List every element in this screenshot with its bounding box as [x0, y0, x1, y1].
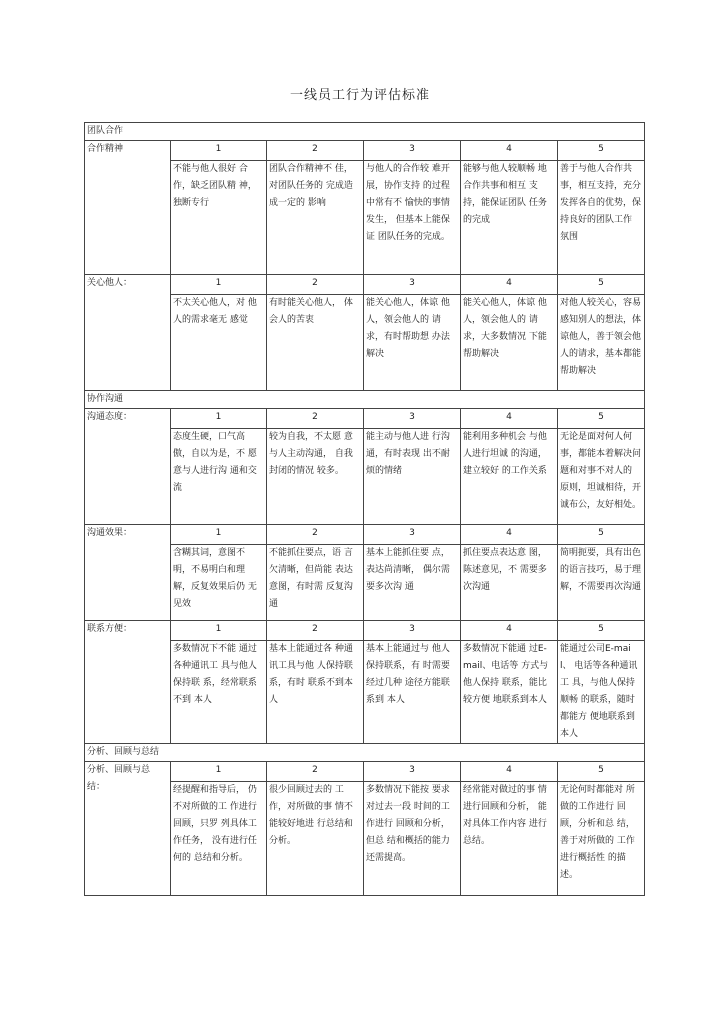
description-3: 多数情况下能按 要求对过去一段 时间的工作进行 回顾和分析，但总 结和概括的能力 还需提高。 [364, 782, 461, 896]
score-row [85, 762, 645, 782]
criterion-label: 沟通态度： [85, 409, 171, 525]
description-2: 团队合作精神不 佳，对团队任务的 完成造成一定的 影响 [267, 161, 364, 275]
description-2: 基本上能通过各 种通讯工具与他 人保持联系，有时 联系不到本人 [267, 641, 364, 744]
score-2: 2 [267, 275, 364, 295]
score-1: 1 [171, 525, 267, 545]
description-2: 不能抓住要点，语 言欠清晰，但尚能 表达意图，有时需 反复沟通 [267, 545, 364, 621]
description-3: 能关心他人，体谅 他人，领会他人的 请求，有时帮助想 办法解决 [364, 295, 461, 391]
description-1: 态度生硬，口气高 傲，自以为是，不 愿意与人进行沟 通和交流 [171, 429, 267, 525]
criterion-label: 沟通效果： [85, 525, 171, 621]
description-4: 抓住要点表达意 图，陈述意见，不 需要多次沟通 [461, 545, 558, 621]
score-3: 3 [364, 621, 461, 641]
description-5: 善于与他人合作共 事，相互支持，充分 发挥各自的优势，保 持良好的团队工作 氛围 [558, 161, 645, 275]
score-3: 3 [364, 762, 461, 782]
description-4: 能够与他人较顺畅 地合作共事和相互 支持，能保证团队 任务的完成 [461, 161, 558, 275]
section-row [85, 391, 645, 409]
score-4: 4 [461, 275, 558, 295]
criterion-label: 联系方便： [85, 621, 171, 744]
description-4: 多数情况下能通 过E-mail、电话等 方式与他人保持 联系，能比较方便 地联系到本人 [461, 641, 558, 744]
score-4: 4 [461, 621, 558, 641]
score-4: 4 [461, 409, 558, 429]
description-1: 不能与他人很好 合作，缺乏团队精 神，独断专行 [171, 161, 267, 275]
score-2: 2 [267, 762, 364, 782]
description-1: 不太关心他人，对 他人的需求毫无 感觉 [171, 295, 267, 391]
score-3: 3 [364, 525, 461, 545]
score-2: 2 [267, 525, 364, 545]
score-4: 4 [461, 141, 558, 161]
description-3: 基本上能抓住要 点，表达尚清晰， 偶尔需要多次沟 通 [364, 545, 461, 621]
section-title: 协作沟通 [85, 391, 645, 409]
score-row [85, 409, 645, 429]
section-title: 团队合作 [85, 123, 645, 141]
score-1: 1 [171, 141, 267, 161]
description-3: 基本上能通过与 他人保持联系，有 时需要经过几种 途径方能联系到 本人 [364, 641, 461, 744]
score-5: 5 [558, 141, 645, 161]
score-1: 1 [171, 409, 267, 429]
description-3: 与他人的合作较 难开展，协作支持 的过程中常有不 愉快的事情发生， 但基本上能保证 团队任务的完成。 [364, 161, 461, 275]
description-5: 简明扼要，具有出色 的语言技巧，易于理 解，不需要再次沟通 [558, 545, 645, 621]
score-row [85, 621, 645, 641]
score-5: 5 [558, 621, 645, 641]
description-4: 能利用多种机会 与他人进行坦诚 的沟通，建立较好 的工作关系 [461, 429, 558, 525]
score-2: 2 [267, 621, 364, 641]
description-5: 能通过公司E-mail、 电话等各种通讯工 具，与他人保持顺畅 的联系，随时都能方 便地联系到本人 [558, 641, 645, 744]
score-4: 4 [461, 762, 558, 782]
score-1: 1 [171, 275, 267, 295]
description-5: 无论是面对何人何 事，都能本着解决问 题和对事不对人的 原则，坦诚相待，开 诚布公，友好相处。 [558, 429, 645, 525]
score-3: 3 [364, 409, 461, 429]
description-2: 较为自我，不太愿 意与人主动沟通， 自我封闭的情况 较多。 [267, 429, 364, 525]
score-row [85, 525, 645, 545]
description-1: 经提醒和指导后， 仍不对所做的工 作进行回顾，只罗 列具体工作任务， 没有进行任何的 总结和分析。 [171, 782, 267, 896]
section-title: 分析、回顾与总结 [85, 744, 645, 762]
score-3: 3 [364, 275, 461, 295]
criterion-label: 合作精神 [85, 141, 171, 275]
score-1: 1 [171, 621, 267, 641]
score-4: 4 [461, 525, 558, 545]
description-5: 对他人较关心，容易 感知别人的想法，体 谅他人，善于领会他 人的请求，基本都能 帮助解决 [558, 295, 645, 391]
description-1: 多数情况下不能 通过各种通讯工 具与他人保持联 系，经常联系不到 本人 [171, 641, 267, 744]
description-2: 很少回顾过去的 工作，对所做的事 情不能较好地进 行总结和分析。 [267, 782, 364, 896]
description-5: 无论何时都能对 所做的工作进行 回顾，分析和总 结，善于对所做的 工作进行概括性 的描述。 [558, 782, 645, 896]
criterion-label: 关心他人： [85, 275, 171, 391]
description-2: 有时能关心他人， 体会人的苦衷 [267, 295, 364, 391]
score-2: 2 [267, 141, 364, 161]
description-1: 含糊其词，意图不 明，不易明白和理 解，反复效果后仍 无见效 [171, 545, 267, 621]
description-3: 能主动与他人进 行沟通，有时表现 出不耐烦的情绪 [364, 429, 461, 525]
score-5: 5 [558, 409, 645, 429]
evaluation-table [84, 122, 645, 896]
section-row [85, 744, 645, 762]
score-5: 5 [558, 762, 645, 782]
score-3: 3 [364, 141, 461, 161]
score-row [85, 275, 645, 295]
score-2: 2 [267, 409, 364, 429]
page-title: 一线员工行为评估标准 [289, 88, 430, 103]
score-5: 5 [558, 525, 645, 545]
score-row [85, 141, 645, 161]
criterion-label: 分析、回顾与总 结： [85, 762, 171, 896]
description-4: 经常能对做过的事 情进行回顾和分析， 能对具体工作内容 进行总结。 [461, 782, 558, 896]
score-5: 5 [558, 275, 645, 295]
score-1: 1 [171, 762, 267, 782]
description-4: 能关心他人，体谅 他人，领会他人的 请求，大多数情况 下能帮助解决 [461, 295, 558, 391]
section-row [85, 123, 645, 141]
